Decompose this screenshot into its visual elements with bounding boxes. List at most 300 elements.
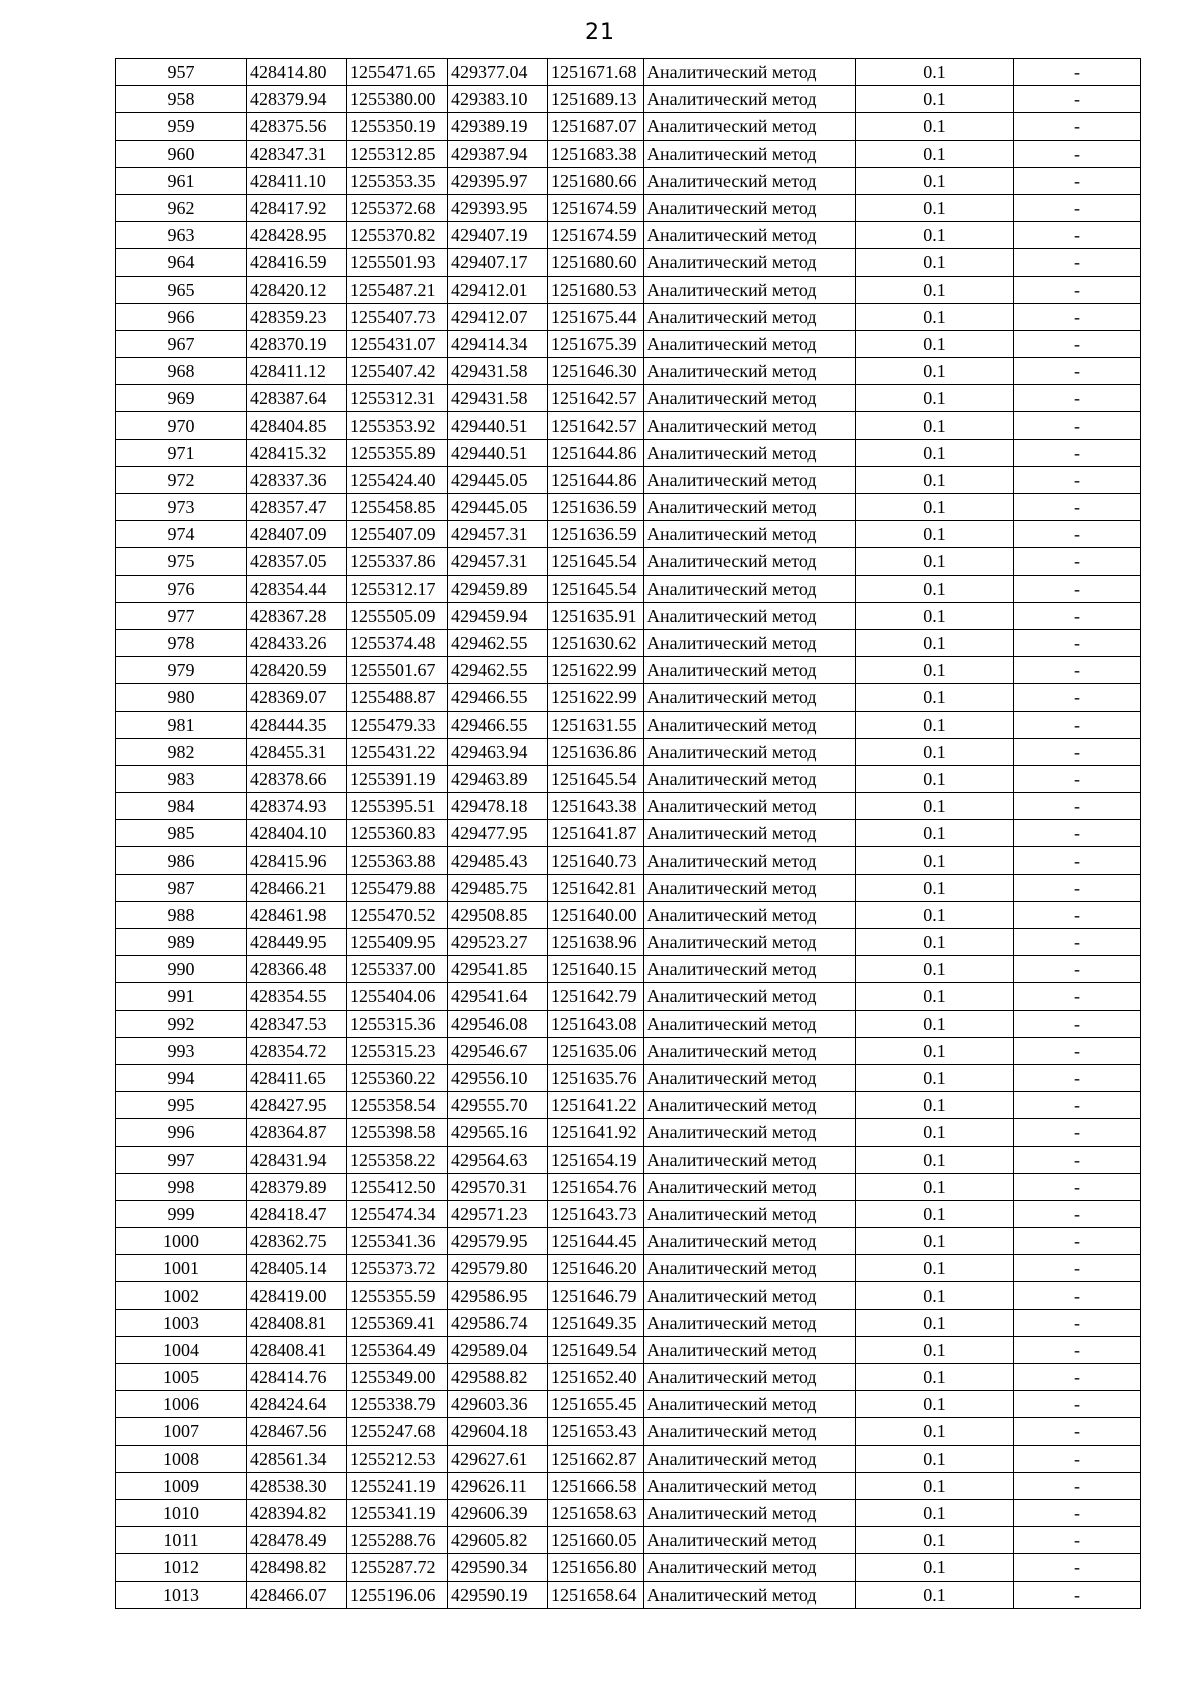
note-cell: - — [1014, 439, 1141, 466]
note-cell: - — [1014, 1146, 1141, 1173]
table-row — [116, 521, 1141, 548]
note-cell: - — [1014, 1581, 1141, 1608]
note-cell: - — [1014, 1200, 1141, 1227]
point-number-cell: 963 — [116, 222, 247, 249]
y1-coordinate-cell: 1255312.85 — [347, 140, 448, 167]
point-number-cell: 982 — [116, 738, 247, 765]
note-cell: - — [1014, 113, 1141, 140]
x1-coordinate-cell: 428387.64 — [247, 385, 347, 412]
note-cell: - — [1014, 1527, 1141, 1554]
method-cell: Аналитический метод — [644, 1364, 856, 1391]
y1-coordinate-cell: 1255380.00 — [347, 86, 448, 113]
x1-coordinate-cell: 428419.00 — [247, 1282, 347, 1309]
note-cell: - — [1014, 1418, 1141, 1445]
note-cell: - — [1014, 738, 1141, 765]
method-cell: Аналитический метод — [644, 711, 856, 738]
accuracy-cell: 0.1 — [856, 412, 1014, 439]
x1-coordinate-cell: 428354.44 — [247, 575, 347, 602]
x2-coordinate-cell: 429463.89 — [448, 765, 548, 792]
y1-coordinate-cell: 1255412.50 — [347, 1173, 448, 1200]
y2-coordinate-cell: 1251652.40 — [548, 1364, 644, 1391]
x1-coordinate-cell: 428394.82 — [247, 1499, 347, 1526]
x1-coordinate-cell: 428375.56 — [247, 113, 347, 140]
y1-coordinate-cell: 1255288.76 — [347, 1527, 448, 1554]
x2-coordinate-cell: 429564.63 — [448, 1146, 548, 1173]
x1-coordinate-cell: 428354.72 — [247, 1037, 347, 1064]
point-number-cell: 1006 — [116, 1391, 247, 1418]
method-cell: Аналитический метод — [644, 330, 856, 357]
note-cell: - — [1014, 194, 1141, 221]
accuracy-cell: 0.1 — [856, 303, 1014, 330]
point-number-cell: 970 — [116, 412, 247, 439]
table-row — [116, 167, 1141, 194]
x1-coordinate-cell: 428466.07 — [247, 1581, 347, 1608]
method-cell: Аналитический метод — [644, 494, 856, 521]
x2-coordinate-cell: 429590.34 — [448, 1554, 548, 1581]
y2-coordinate-cell: 1251680.60 — [548, 249, 644, 276]
x1-coordinate-cell: 428347.31 — [247, 140, 347, 167]
x1-coordinate-cell: 428374.93 — [247, 793, 347, 820]
x2-coordinate-cell: 429412.01 — [448, 276, 548, 303]
y2-coordinate-cell: 1251674.59 — [548, 194, 644, 221]
table-row — [116, 1336, 1141, 1363]
x2-coordinate-cell: 429579.95 — [448, 1228, 548, 1255]
x2-coordinate-cell: 429605.82 — [448, 1527, 548, 1554]
y2-coordinate-cell: 1251644.86 — [548, 466, 644, 493]
y2-coordinate-cell: 1251656.80 — [548, 1554, 644, 1581]
y1-coordinate-cell: 1255501.67 — [347, 657, 448, 684]
y1-coordinate-cell: 1255315.36 — [347, 1010, 448, 1037]
y2-coordinate-cell: 1251643.38 — [548, 793, 644, 820]
method-cell: Аналитический метод — [644, 1064, 856, 1091]
table-row — [116, 140, 1141, 167]
point-number-cell: 1004 — [116, 1336, 247, 1363]
y2-coordinate-cell: 1251660.05 — [548, 1527, 644, 1554]
y2-coordinate-cell: 1251641.22 — [548, 1092, 644, 1119]
method-cell: Аналитический метод — [644, 249, 856, 276]
accuracy-cell: 0.1 — [856, 439, 1014, 466]
note-cell: - — [1014, 1309, 1141, 1336]
note-cell: - — [1014, 575, 1141, 602]
x2-coordinate-cell: 429407.17 — [448, 249, 548, 276]
note-cell: - — [1014, 929, 1141, 956]
x2-coordinate-cell: 429466.55 — [448, 711, 548, 738]
table-row — [116, 1146, 1141, 1173]
accuracy-cell: 0.1 — [856, 1418, 1014, 1445]
y2-coordinate-cell: 1251653.43 — [548, 1418, 644, 1445]
x2-coordinate-cell: 429466.55 — [448, 684, 548, 711]
x1-coordinate-cell: 428498.82 — [247, 1554, 347, 1581]
method-cell: Аналитический метод — [644, 765, 856, 792]
point-number-cell: 974 — [116, 521, 247, 548]
table-row — [116, 249, 1141, 276]
point-number-cell: 994 — [116, 1064, 247, 1091]
x1-coordinate-cell: 428538.30 — [247, 1472, 347, 1499]
point-number-cell: 967 — [116, 330, 247, 357]
accuracy-cell: 0.1 — [856, 1472, 1014, 1499]
method-cell: Аналитический метод — [644, 738, 856, 765]
point-number-cell: 962 — [116, 194, 247, 221]
coordinates-table-body — [116, 59, 1141, 1609]
y1-coordinate-cell: 1255353.92 — [347, 412, 448, 439]
x1-coordinate-cell: 428367.28 — [247, 602, 347, 629]
table-row — [116, 1554, 1141, 1581]
y1-coordinate-cell: 1255337.00 — [347, 956, 448, 983]
method-cell: Аналитический метод — [644, 276, 856, 303]
table-row — [116, 1527, 1141, 1554]
method-cell: Аналитический метод — [644, 548, 856, 575]
page-number: 21 — [585, 20, 615, 45]
method-cell: Аналитический метод — [644, 303, 856, 330]
note-cell: - — [1014, 1228, 1141, 1255]
note-cell: - — [1014, 412, 1141, 439]
y1-coordinate-cell: 1255398.58 — [347, 1119, 448, 1146]
accuracy-cell: 0.1 — [856, 1445, 1014, 1472]
method-cell: Аналитический метод — [644, 222, 856, 249]
accuracy-cell: 0.1 — [856, 793, 1014, 820]
accuracy-cell: 0.1 — [856, 1200, 1014, 1227]
table-row — [116, 765, 1141, 792]
method-cell: Аналитический метод — [644, 956, 856, 983]
y1-coordinate-cell: 1255373.72 — [347, 1255, 448, 1282]
method-cell: Аналитический метод — [644, 1309, 856, 1336]
y2-coordinate-cell: 1251635.06 — [548, 1037, 644, 1064]
x2-coordinate-cell: 429477.95 — [448, 820, 548, 847]
method-cell: Аналитический метод — [644, 1554, 856, 1581]
point-number-cell: 973 — [116, 494, 247, 521]
accuracy-cell: 0.1 — [856, 1173, 1014, 1200]
note-cell: - — [1014, 684, 1141, 711]
point-number-cell: 992 — [116, 1010, 247, 1037]
point-number-cell: 968 — [116, 358, 247, 385]
y1-coordinate-cell: 1255349.00 — [347, 1364, 448, 1391]
method-cell: Аналитический метод — [644, 412, 856, 439]
x1-coordinate-cell: 428415.96 — [247, 847, 347, 874]
table-row — [116, 901, 1141, 928]
accuracy-cell: 0.1 — [856, 1282, 1014, 1309]
y1-coordinate-cell: 1255350.19 — [347, 113, 448, 140]
method-cell: Аналитический метод — [644, 1037, 856, 1064]
method-cell: Аналитический метод — [644, 1282, 856, 1309]
table-row — [116, 956, 1141, 983]
note-cell: - — [1014, 222, 1141, 249]
y2-coordinate-cell: 1251654.19 — [548, 1146, 644, 1173]
x1-coordinate-cell: 428449.95 — [247, 929, 347, 956]
method-cell: Аналитический метод — [644, 140, 856, 167]
x2-coordinate-cell: 429459.89 — [448, 575, 548, 602]
point-number-cell: 965 — [116, 276, 247, 303]
x2-coordinate-cell: 429541.85 — [448, 956, 548, 983]
point-number-cell: 980 — [116, 684, 247, 711]
x1-coordinate-cell: 428415.32 — [247, 439, 347, 466]
table-row — [116, 602, 1141, 629]
point-number-cell: 996 — [116, 1119, 247, 1146]
y2-coordinate-cell: 1251638.96 — [548, 929, 644, 956]
y1-coordinate-cell: 1255374.48 — [347, 629, 448, 656]
y2-coordinate-cell: 1251680.53 — [548, 276, 644, 303]
x1-coordinate-cell: 428359.23 — [247, 303, 347, 330]
note-cell: - — [1014, 303, 1141, 330]
note-cell: - — [1014, 874, 1141, 901]
x1-coordinate-cell: 428407.09 — [247, 521, 347, 548]
point-number-cell: 989 — [116, 929, 247, 956]
accuracy-cell: 0.1 — [856, 1255, 1014, 1282]
x2-coordinate-cell: 429431.58 — [448, 358, 548, 385]
y2-coordinate-cell: 1251631.55 — [548, 711, 644, 738]
y1-coordinate-cell: 1255369.41 — [347, 1309, 448, 1336]
y2-coordinate-cell: 1251655.45 — [548, 1391, 644, 1418]
point-number-cell: 1009 — [116, 1472, 247, 1499]
table-row — [116, 276, 1141, 303]
table-row — [116, 1037, 1141, 1064]
note-cell: - — [1014, 711, 1141, 738]
accuracy-cell: 0.1 — [856, 494, 1014, 521]
x2-coordinate-cell: 429459.94 — [448, 602, 548, 629]
x1-coordinate-cell: 428444.35 — [247, 711, 347, 738]
accuracy-cell: 0.1 — [856, 629, 1014, 656]
x2-coordinate-cell: 429457.31 — [448, 521, 548, 548]
note-cell: - — [1014, 1037, 1141, 1064]
point-number-cell: 1001 — [116, 1255, 247, 1282]
point-number-cell: 969 — [116, 385, 247, 412]
note-cell: - — [1014, 1255, 1141, 1282]
y1-coordinate-cell: 1255395.51 — [347, 793, 448, 820]
x1-coordinate-cell: 428379.89 — [247, 1173, 347, 1200]
accuracy-cell: 0.1 — [856, 1364, 1014, 1391]
method-cell: Аналитический метод — [644, 1173, 856, 1200]
y1-coordinate-cell: 1255407.09 — [347, 521, 448, 548]
y2-coordinate-cell: 1251649.35 — [548, 1309, 644, 1336]
method-cell: Аналитический метод — [644, 684, 856, 711]
x1-coordinate-cell: 428404.10 — [247, 820, 347, 847]
x2-coordinate-cell: 429603.36 — [448, 1391, 548, 1418]
note-cell: - — [1014, 956, 1141, 983]
y2-coordinate-cell: 1251642.81 — [548, 874, 644, 901]
x1-coordinate-cell: 428420.12 — [247, 276, 347, 303]
accuracy-cell: 0.1 — [856, 330, 1014, 357]
x1-coordinate-cell: 428362.75 — [247, 1228, 347, 1255]
note-cell: - — [1014, 358, 1141, 385]
y1-coordinate-cell: 1255360.22 — [347, 1064, 448, 1091]
y2-coordinate-cell: 1251654.76 — [548, 1173, 644, 1200]
accuracy-cell: 0.1 — [856, 956, 1014, 983]
table-row — [116, 738, 1141, 765]
note-cell: - — [1014, 548, 1141, 575]
accuracy-cell: 0.1 — [856, 249, 1014, 276]
table-row — [116, 59, 1141, 86]
x1-coordinate-cell: 428378.66 — [247, 765, 347, 792]
table-row — [116, 1064, 1141, 1091]
note-cell: - — [1014, 466, 1141, 493]
y2-coordinate-cell: 1251662.87 — [548, 1445, 644, 1472]
point-number-cell: 998 — [116, 1173, 247, 1200]
point-number-cell: 986 — [116, 847, 247, 874]
method-cell: Аналитический метод — [644, 1010, 856, 1037]
accuracy-cell: 0.1 — [856, 820, 1014, 847]
point-number-cell: 988 — [116, 901, 247, 928]
x2-coordinate-cell: 429546.67 — [448, 1037, 548, 1064]
accuracy-cell: 0.1 — [856, 711, 1014, 738]
y1-coordinate-cell: 1255358.22 — [347, 1146, 448, 1173]
y1-coordinate-cell: 1255474.34 — [347, 1200, 448, 1227]
y1-coordinate-cell: 1255358.54 — [347, 1092, 448, 1119]
table-row — [116, 494, 1141, 521]
method-cell: Аналитический метод — [644, 1418, 856, 1445]
y1-coordinate-cell: 1255487.21 — [347, 276, 448, 303]
accuracy-cell: 0.1 — [856, 1309, 1014, 1336]
method-cell: Аналитический метод — [644, 59, 856, 86]
x2-coordinate-cell: 429555.70 — [448, 1092, 548, 1119]
x2-coordinate-cell: 429485.75 — [448, 874, 548, 901]
x2-coordinate-cell: 429604.18 — [448, 1418, 548, 1445]
note-cell: - — [1014, 1336, 1141, 1363]
y1-coordinate-cell: 1255488.87 — [347, 684, 448, 711]
y1-coordinate-cell: 1255431.22 — [347, 738, 448, 765]
point-number-cell: 991 — [116, 983, 247, 1010]
method-cell: Аналитический метод — [644, 439, 856, 466]
note-cell: - — [1014, 59, 1141, 86]
note-cell: - — [1014, 1499, 1141, 1526]
point-number-cell: 958 — [116, 86, 247, 113]
y1-coordinate-cell: 1255501.93 — [347, 249, 448, 276]
y2-coordinate-cell: 1251643.73 — [548, 1200, 644, 1227]
point-number-cell: 1003 — [116, 1309, 247, 1336]
y1-coordinate-cell: 1255315.23 — [347, 1037, 448, 1064]
x2-coordinate-cell: 429570.31 — [448, 1173, 548, 1200]
x2-coordinate-cell: 429389.19 — [448, 113, 548, 140]
x2-coordinate-cell: 429588.82 — [448, 1364, 548, 1391]
method-cell: Аналитический метод — [644, 466, 856, 493]
table-row — [116, 222, 1141, 249]
method-cell: Аналитический метод — [644, 929, 856, 956]
y2-coordinate-cell: 1251671.68 — [548, 59, 644, 86]
method-cell: Аналитический метод — [644, 1499, 856, 1526]
note-cell: - — [1014, 901, 1141, 928]
y1-coordinate-cell: 1255212.53 — [347, 1445, 448, 1472]
method-cell: Аналитический метод — [644, 657, 856, 684]
x2-coordinate-cell: 429589.04 — [448, 1336, 548, 1363]
table-row — [116, 1119, 1141, 1146]
table-row — [116, 466, 1141, 493]
method-cell: Аналитический метод — [644, 602, 856, 629]
accuracy-cell: 0.1 — [856, 194, 1014, 221]
x2-coordinate-cell: 429463.94 — [448, 738, 548, 765]
method-cell: Аналитический метод — [644, 820, 856, 847]
accuracy-cell: 0.1 — [856, 1064, 1014, 1091]
note-cell: - — [1014, 86, 1141, 113]
y1-coordinate-cell: 1255338.79 — [347, 1391, 448, 1418]
table-row — [116, 1391, 1141, 1418]
x1-coordinate-cell: 428467.56 — [247, 1418, 347, 1445]
y1-coordinate-cell: 1255479.88 — [347, 874, 448, 901]
method-cell: Аналитический метод — [644, 1092, 856, 1119]
y1-coordinate-cell: 1255407.42 — [347, 358, 448, 385]
method-cell: Аналитический метод — [644, 113, 856, 140]
table-row — [116, 385, 1141, 412]
note-cell: - — [1014, 1092, 1141, 1119]
x1-coordinate-cell: 428347.53 — [247, 1010, 347, 1037]
note-cell: - — [1014, 1173, 1141, 1200]
note-cell: - — [1014, 521, 1141, 548]
table-row — [116, 330, 1141, 357]
x1-coordinate-cell: 428369.07 — [247, 684, 347, 711]
point-number-cell: 1011 — [116, 1527, 247, 1554]
x1-coordinate-cell: 428466.21 — [247, 874, 347, 901]
point-number-cell: 979 — [116, 657, 247, 684]
y2-coordinate-cell: 1251635.91 — [548, 602, 644, 629]
table-row — [116, 1581, 1141, 1608]
method-cell: Аналитический метод — [644, 521, 856, 548]
x1-coordinate-cell: 428461.98 — [247, 901, 347, 928]
note-cell: - — [1014, 765, 1141, 792]
y1-coordinate-cell: 1255409.95 — [347, 929, 448, 956]
method-cell: Аналитический метод — [644, 1445, 856, 1472]
accuracy-cell: 0.1 — [856, 1037, 1014, 1064]
y2-coordinate-cell: 1251649.54 — [548, 1336, 644, 1363]
x1-coordinate-cell: 428354.55 — [247, 983, 347, 1010]
x1-coordinate-cell: 428411.65 — [247, 1064, 347, 1091]
accuracy-cell: 0.1 — [856, 1499, 1014, 1526]
x2-coordinate-cell: 429440.51 — [448, 439, 548, 466]
accuracy-cell: 0.1 — [856, 86, 1014, 113]
y1-coordinate-cell: 1255337.86 — [347, 548, 448, 575]
point-number-cell: 987 — [116, 874, 247, 901]
y2-coordinate-cell: 1251640.00 — [548, 901, 644, 928]
method-cell: Аналитический метод — [644, 629, 856, 656]
x2-coordinate-cell: 429395.97 — [448, 167, 548, 194]
x1-coordinate-cell: 428431.94 — [247, 1146, 347, 1173]
table-row — [116, 412, 1141, 439]
note-cell: - — [1014, 494, 1141, 521]
x2-coordinate-cell: 429387.94 — [448, 140, 548, 167]
point-number-cell: 983 — [116, 765, 247, 792]
accuracy-cell: 0.1 — [856, 657, 1014, 684]
table-row — [116, 1282, 1141, 1309]
y1-coordinate-cell: 1255360.83 — [347, 820, 448, 847]
table-row — [116, 548, 1141, 575]
accuracy-cell: 0.1 — [856, 901, 1014, 928]
note-cell: - — [1014, 657, 1141, 684]
x1-coordinate-cell: 428433.26 — [247, 629, 347, 656]
x1-coordinate-cell: 428379.94 — [247, 86, 347, 113]
y2-coordinate-cell: 1251689.13 — [548, 86, 644, 113]
accuracy-cell: 0.1 — [856, 1146, 1014, 1173]
accuracy-cell: 0.1 — [856, 575, 1014, 602]
x2-coordinate-cell: 429586.74 — [448, 1309, 548, 1336]
table-row — [116, 629, 1141, 656]
x1-coordinate-cell: 428411.10 — [247, 167, 347, 194]
note-cell: - — [1014, 167, 1141, 194]
method-cell: Аналитический метод — [644, 1146, 856, 1173]
point-number-cell: 999 — [116, 1200, 247, 1227]
x1-coordinate-cell: 428478.49 — [247, 1527, 347, 1554]
x2-coordinate-cell: 429407.19 — [448, 222, 548, 249]
note-cell: - — [1014, 1472, 1141, 1499]
table-row — [116, 711, 1141, 738]
table-row — [116, 303, 1141, 330]
x2-coordinate-cell: 429571.23 — [448, 1200, 548, 1227]
x1-coordinate-cell: 428405.14 — [247, 1255, 347, 1282]
accuracy-cell: 0.1 — [856, 1119, 1014, 1146]
point-number-cell: 1010 — [116, 1499, 247, 1526]
method-cell: Аналитический метод — [644, 358, 856, 385]
accuracy-cell: 0.1 — [856, 874, 1014, 901]
x1-coordinate-cell: 428404.85 — [247, 412, 347, 439]
y1-coordinate-cell: 1255241.19 — [347, 1472, 448, 1499]
note-cell: - — [1014, 629, 1141, 656]
x2-coordinate-cell: 429478.18 — [448, 793, 548, 820]
accuracy-cell: 0.1 — [856, 765, 1014, 792]
